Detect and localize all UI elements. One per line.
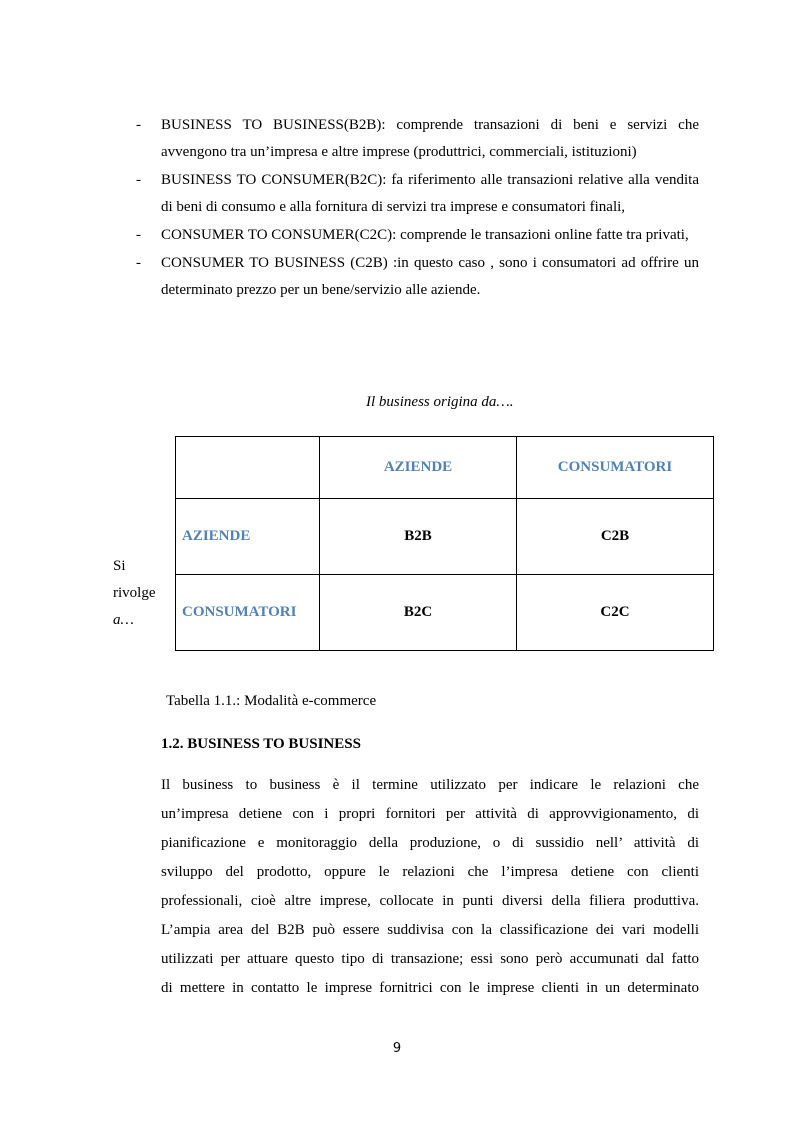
bullet-text: CONSUMER TO BUSINESS (C2B) :in questo caso , sono i consumatori ad offrire un determinato prezzo per un bene/servizio alle aziende.: [161, 255, 699, 298]
table-cell: B2C: [320, 575, 517, 651]
side-label-line: Si: [113, 558, 126, 574]
bullet-text: CONSUMER TO CONSUMER(C2C): comprende le transazioni online fatte tra privati,: [161, 227, 689, 243]
paragraph-line: Il business to business è il termine utilizzato per indicare le relazioni che: [161, 777, 699, 793]
bullet-item-b2b: [136, 112, 699, 166]
paragraph-line: sviluppo del prodotto, oppure le relazioni che l’impresa detiene con clienti: [161, 864, 699, 880]
paragraph-line: di mettere in contatto le imprese fornitrici con le imprese clienti in un determinato: [161, 980, 699, 996]
paragraph-line: un’impresa detiene con i propri fornitori per attività di approvvigionamento, di: [161, 806, 699, 822]
bullet-dash: -: [136, 255, 141, 271]
paragraph-line: professionali, cioè altre imprese, collocate in punti diversi della filiera produttiva.: [161, 893, 699, 909]
bullet-text: BUSINESS TO BUSINESS(B2B): comprende transazioni di beni e servizi che avvengono tra un’impresa e altre imprese (produttrici, commerciali, istituzioni): [161, 117, 699, 160]
side-label-line: rivolge: [113, 585, 156, 601]
table-cell: C2C: [517, 575, 714, 651]
ecommerce-modes-table: [175, 436, 714, 651]
paragraph-line: L’ampia area del B2B può essere suddivisa con la classificazione dei vari modelli: [161, 922, 699, 938]
table-caption: Tabella 1.1.: Modalità e-commerce: [166, 693, 377, 709]
bullet-list: [136, 112, 699, 305]
bullet-item-b2c: [136, 167, 699, 221]
table-corner-cell: [176, 437, 320, 499]
table-side-label: [113, 553, 156, 634]
bullet-text: BUSINESS TO CONSUMER(B2C): fa riferimento alle transazioni relative alla vendita di beni di consumo e alla fornitura di servizi tra imprese e consumatori finali,: [161, 172, 699, 215]
table-header-row: [176, 437, 714, 499]
table-cell: C2B: [517, 499, 714, 575]
side-label-line: a…: [113, 612, 134, 628]
page-number: 9: [392, 1041, 402, 1056]
row-header-aziende: AZIENDE: [176, 499, 320, 575]
table-row: [176, 575, 714, 651]
bullet-item-c2b: [136, 250, 699, 304]
table-cell: B2B: [320, 499, 517, 575]
bullet-dash: -: [136, 227, 141, 243]
column-header-aziende: AZIENDE: [320, 437, 517, 499]
table-title: Il business origina da….: [366, 394, 514, 410]
section-heading: 1.2. BUSINESS TO BUSINESS: [161, 736, 361, 752]
paragraph-line: utilizzati per attuare questo tipo di transazione; essi sono però accumunati dal fatto: [161, 951, 699, 967]
table-row: [176, 499, 714, 575]
bullet-dash: -: [136, 172, 141, 188]
bullet-dash: -: [136, 117, 141, 133]
paragraph-line: pianificazione e monitoraggio della produzione, o di sussidio nell’ attività di: [161, 835, 699, 851]
bullet-item-c2c: [136, 222, 699, 249]
column-header-consumatori: CONSUMATORI: [517, 437, 714, 499]
row-header-consumatori: CONSUMATORI: [176, 575, 320, 651]
body-paragraph: [161, 771, 699, 1003]
